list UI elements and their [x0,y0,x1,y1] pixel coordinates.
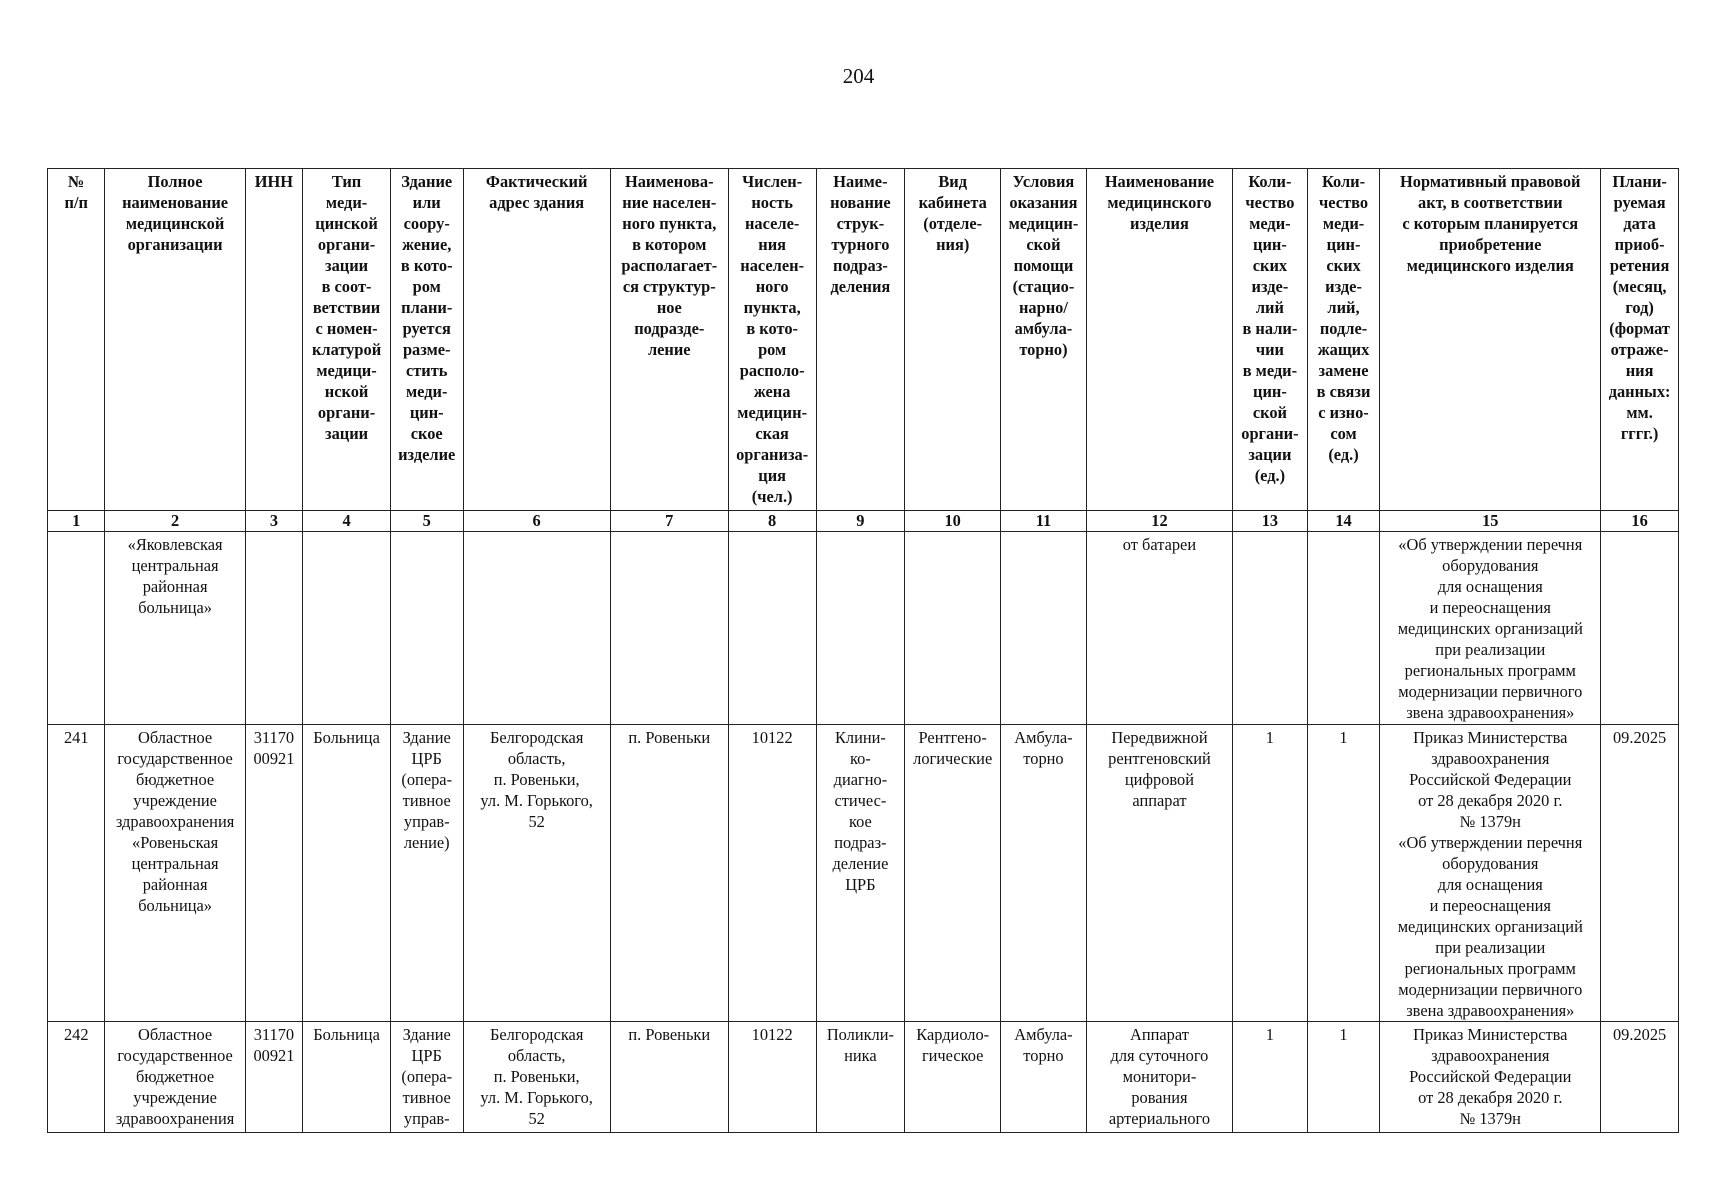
table-cell: 31170 00921 [245,1022,302,1133]
table-cell: Здание ЦРБ (опера- тивное управ- ление) [390,725,463,1022]
table-cell: 31170 00921 [245,725,302,1022]
column-number: 4 [303,511,391,532]
header-row [48,169,1679,511]
header-cell-2: Полное наименование медицинской организации [105,169,245,511]
header-cell-13: Коли- чество меди- цин- ских изде- лий в нали- чии в меди- цин- ской органи- зации (ед.) [1233,169,1308,511]
table-cell [463,532,610,725]
header-cell-6: Фактический адрес здания [463,169,610,511]
table-cell: Здание ЦРБ (опера- тивное управ- [390,1022,463,1133]
header-cell-16: Плани- руемая дата приоб- ретения (месяц, год) (формат отраже- ния данных: мм. гггг.) [1601,169,1679,511]
page-number: 204 [842,64,875,88]
table-cell: Областное государственное бюджетное учреждение здравоохранения «Ровеньская центральная районная больница» [105,725,245,1022]
table-cell [245,532,302,725]
header-cell-1: № п/п [48,169,105,511]
table-cell: Поликли- ника [816,1022,905,1133]
table-cell [610,532,728,725]
table-cell: 10122 [728,1022,816,1133]
table-cell: Приказ Министерства здравоохранения Российской Федерации от 28 декабря 2020 г. № 1379н «Об утверждении перечня оборудования для оснащения и переоснащения медицинских организаций при реализации региональных программ модернизации первичного звена здравоохранения» [1380,725,1601,1022]
column-number: 15 [1380,511,1601,532]
column-number: 16 [1601,511,1679,532]
header-cell-12: Наименование медицинского изделия [1086,169,1232,511]
column-number: 2 [105,511,245,532]
table-cell: «Об утверждении перечня оборудования для оснащения и переоснащения медицинских организаций при реализации региональных программ модернизации первичного звена здравоохранения» [1380,532,1601,725]
table-cell [48,532,105,725]
table-cell: Рентгено- логические [905,725,1001,1022]
column-number: 14 [1307,511,1380,532]
table-cell [303,532,391,725]
table-cell: 10122 [728,725,816,1022]
table-cell: Передвижной рентгеновский цифровой аппарат [1086,725,1232,1022]
table-cell [816,532,905,725]
column-number: 6 [463,511,610,532]
header-cell-8: Числен- ность населе- ния населен- ного пункта, в кото- ром располо- жена медицин- ская организа- ция (чел.) [728,169,816,511]
table-cell [905,532,1001,725]
table-cell: 09.2025 [1601,725,1679,1022]
header-cell-3: ИНН [245,169,302,511]
table-cell: 1 [1307,1022,1380,1133]
table-cell: Больница [303,1022,391,1133]
table-cell [1001,532,1087,725]
table-cell: от батареи [1086,532,1232,725]
table-cell: 241 [48,725,105,1022]
table-cell: «Яковлевская центральная районная больница» [105,532,245,725]
table-cell: Амбула- торно [1001,725,1087,1022]
table-cell: Областное государственное бюджетное учреждение здравоохранения [105,1022,245,1133]
column-number-row [48,511,1679,532]
header-cell-14: Коли- чество меди- цин- ских изде- лий, подле- жащих замене в связи с изно- сом (ед.) [1307,169,1380,511]
table-cell [390,532,463,725]
column-number: 3 [245,511,302,532]
table-cell: 1 [1233,1022,1308,1133]
equipment-register-table [47,168,1679,1133]
table-cell [1233,532,1308,725]
table-cell: Клини- ко- диагно- стичес- кое подраз- деление ЦРБ [816,725,905,1022]
table-cell: Больница [303,725,391,1022]
column-number: 11 [1001,511,1087,532]
table-cell: Амбула- торно [1001,1022,1087,1133]
table-cell: 1 [1307,725,1380,1022]
column-number: 7 [610,511,728,532]
column-number: 1 [48,511,105,532]
table-cell: п. Ровеньки [610,725,728,1022]
header-cell-11: Условия оказания медицин- ской помощи (стацио- нарно/ амбула- торно) [1001,169,1087,511]
column-number: 10 [905,511,1001,532]
header-cell-4: Тип меди- цинской органи- зации в соот- ветствии с номен- клатурой медици- нской органи- зации [303,169,391,511]
header-cell-7: Наименова- ние населен- ного пункта, в котором располагает- ся структур- ное подразде- ление [610,169,728,511]
header-cell-10: Вид кабинета (отделе- ния) [905,169,1001,511]
table-cell: 242 [48,1022,105,1133]
table-row [48,725,1679,1022]
table-cell: Приказ Министерства здравоохранения Российской Федерации от 28 декабря 2020 г. № 1379н [1380,1022,1601,1133]
table-cell [1307,532,1380,725]
header-cell-15: Нормативный правовой акт, в соответствии с которым планируется приобретение медицинского изделия [1380,169,1601,511]
table-cell [1601,532,1679,725]
table-cell: 1 [1233,725,1308,1022]
column-number: 12 [1086,511,1232,532]
table-cell [728,532,816,725]
column-number: 13 [1233,511,1308,532]
table-row [48,532,1679,725]
table-cell: 09.2025 [1601,1022,1679,1133]
table-cell: Белгородская область, п. Ровеньки, ул. М. Горького, 52 [463,1022,610,1133]
header-cell-9: Наиме- нование струк- турного подраз- деления [816,169,905,511]
column-number: 5 [390,511,463,532]
table-cell: Аппарат для суточного монитори- рования артериального [1086,1022,1232,1133]
column-number: 8 [728,511,816,532]
table-row [48,1022,1679,1133]
table-cell: Кардиоло- гическое [905,1022,1001,1133]
table-cell: Белгородская область, п. Ровеньки, ул. М. Горького, 52 [463,725,610,1022]
header-cell-5: Здание или соору- жение, в кото- ром плани- руется разме- стить меди- цин- ское изделие [390,169,463,511]
column-number: 9 [816,511,905,532]
table-cell: п. Ровеньки [610,1022,728,1133]
